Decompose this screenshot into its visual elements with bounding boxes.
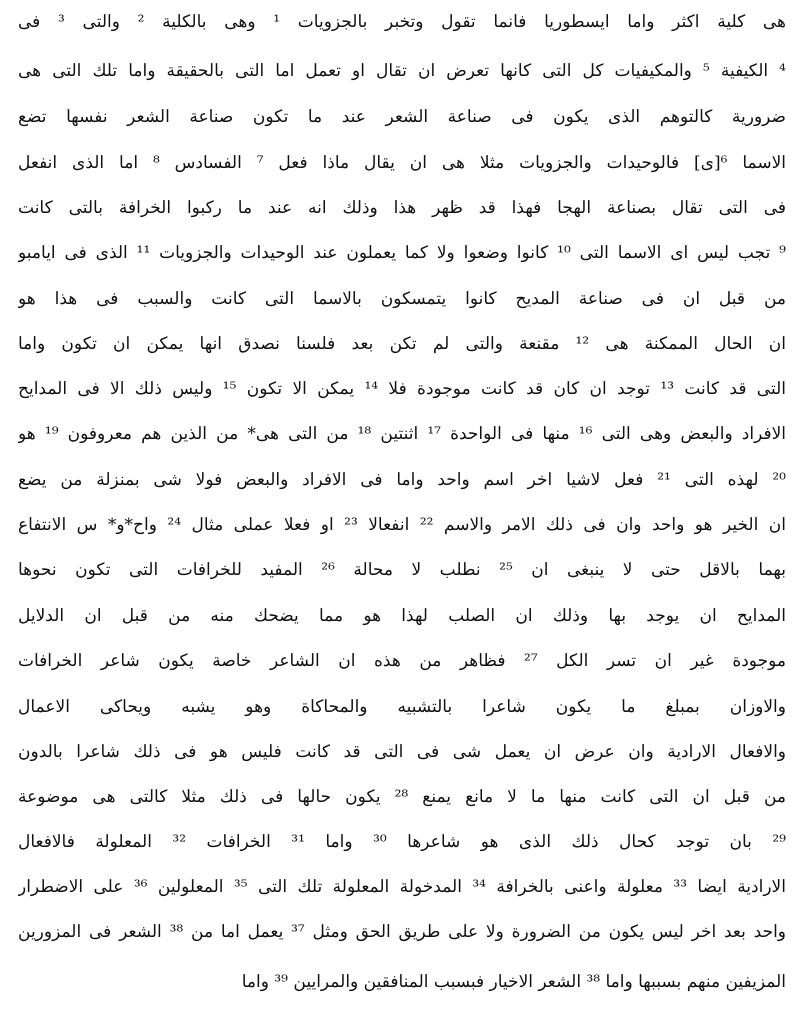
text-line-16: والاوزان بمبلغ ما يكون شاعرا بالتشبيه والمحاكاة وهو يشبه ويحاكى الاعمال	[18, 697, 786, 717]
text-line-11: ²⁰ لهذه التى ²¹ فعل لاشيا اخر اسم واحد واما فى الافراد والبعض فولا شى بمنزلة من يضع	[18, 470, 786, 490]
text-line-18: من قبل ان التى كانت منها ما لا مانع يمنع ²⁸ يكون حالها فى ذلك مثلا كالتى هى موضوعة	[18, 787, 786, 807]
text-line-15: موجودة غير ان تسر الكل ²⁷ فظاهر من هذه ان الشاعر خاصة يكون شاعر الخرافات	[18, 651, 786, 671]
text-line-5: فى التى تقال بصناعة الهجا فهذا قد ظهر هذا وذلك انه عند ما ركبوا الخرافة بالتى كانت	[18, 198, 786, 218]
text-line-12: ان الخير هو واحد وان فى ذلك الامر والاسم ²² انفعالا ²³ او فعلا عملى مثال ²⁴ واح*و* س الانتفاع	[18, 515, 786, 535]
text-line-19: ²⁹ بان توجد كحال ذلك الذى هو شاعرها ³⁰ واما ³¹ الخرافات ³² المعلولة فالافعال	[18, 832, 786, 852]
text-line-14: المدايح ان يوجد بها وذلك ان الصلب لهذا هو مما يضحك منه من قبل ان الدلايل	[18, 606, 786, 626]
text-line-20: الارادية ايضا ³³ معلولة واعنى بالخرافة ³⁴ المدخولة المعلولة تلك التى ³⁵ المعلولين ³⁶ على الاضطرار	[18, 877, 786, 897]
text-line-22: المزيفين منهم بسببها واما ³⁸ الشعر الاخيار فبسبب المنافقين والمرايين ³⁹ واما	[241, 972, 786, 992]
text-line-21: واحد بعد اخر ليس يكون من الضرورة ولا على طريق الحق ومثل ³⁷ يعمل اما من ³⁸ الشعر فى المزورين	[18, 922, 786, 942]
text-line-8: ان الحال الممكنة هى ¹² مقنعة والتى لم تكن بعد فلسنا نصدق انها يمكن ان تكون واما	[18, 334, 786, 354]
text-line-1: هى كلية اكثر واما ايسطوريا فانما تقول وتخبر بالجزويات ¹ وهى بالكلية ² والتى ³ فى	[18, 12, 786, 32]
text-line-10: الافراد والبعض وهى التى ¹⁶ منها فى الواحدة ¹⁷ اثنتين ¹⁸ من التى هى* من الذين هم معروفون ¹⁹ هو	[18, 424, 786, 444]
text-line-3: ضرورية كالتوهم الذى يكون فى صناعة الشعر عند ما تكون صناعة الشعر نفسها تضع	[18, 107, 786, 127]
text-line-17: والافعال الارادية وان عرض ان يعمل شى فى التى قد كانت فليس هو فى ذلك شاعرا بالدون	[18, 742, 786, 762]
text-line-13: بهما بالاقل حتى لا ينبغى ان ²⁵ نطلب لا محالة ²⁶ المفيد للخرافات التى تكون نحوها	[18, 560, 786, 580]
text-line-7: من قبل ان فى صناعة المديح كانوا يتمسكون بالاسما التى كانت والسبب فى هذا هو	[18, 289, 786, 309]
text-line-2: ⁴ الكيفية ⁵ والمكيفيات كل التى كانها تعرض ان تقال او تعمل اما التى بالحقيقة واما تلك التى هى	[18, 61, 786, 81]
text-line-6: ⁹ تجب ليس اى الاسما التى ¹⁰ كانوا وضعوا ولا كما يعملون عند الوحيدات والجزويات ¹¹ الذى فى ايامبو	[18, 243, 786, 263]
text-line-9: التى قد كانت ¹³ توجد ان كان قد كانت موجودة فلا ¹⁴ يمكن الا تكون ¹⁵ وليس ذلك الا فى المدايح	[18, 379, 786, 399]
text-line-4: الاسما ⁶[ى] فالوحيدات والجزويات مثلا هى ان يقال ماذا فعل ⁷ الفسادس ⁸ اما الذى انفعل	[18, 153, 786, 173]
